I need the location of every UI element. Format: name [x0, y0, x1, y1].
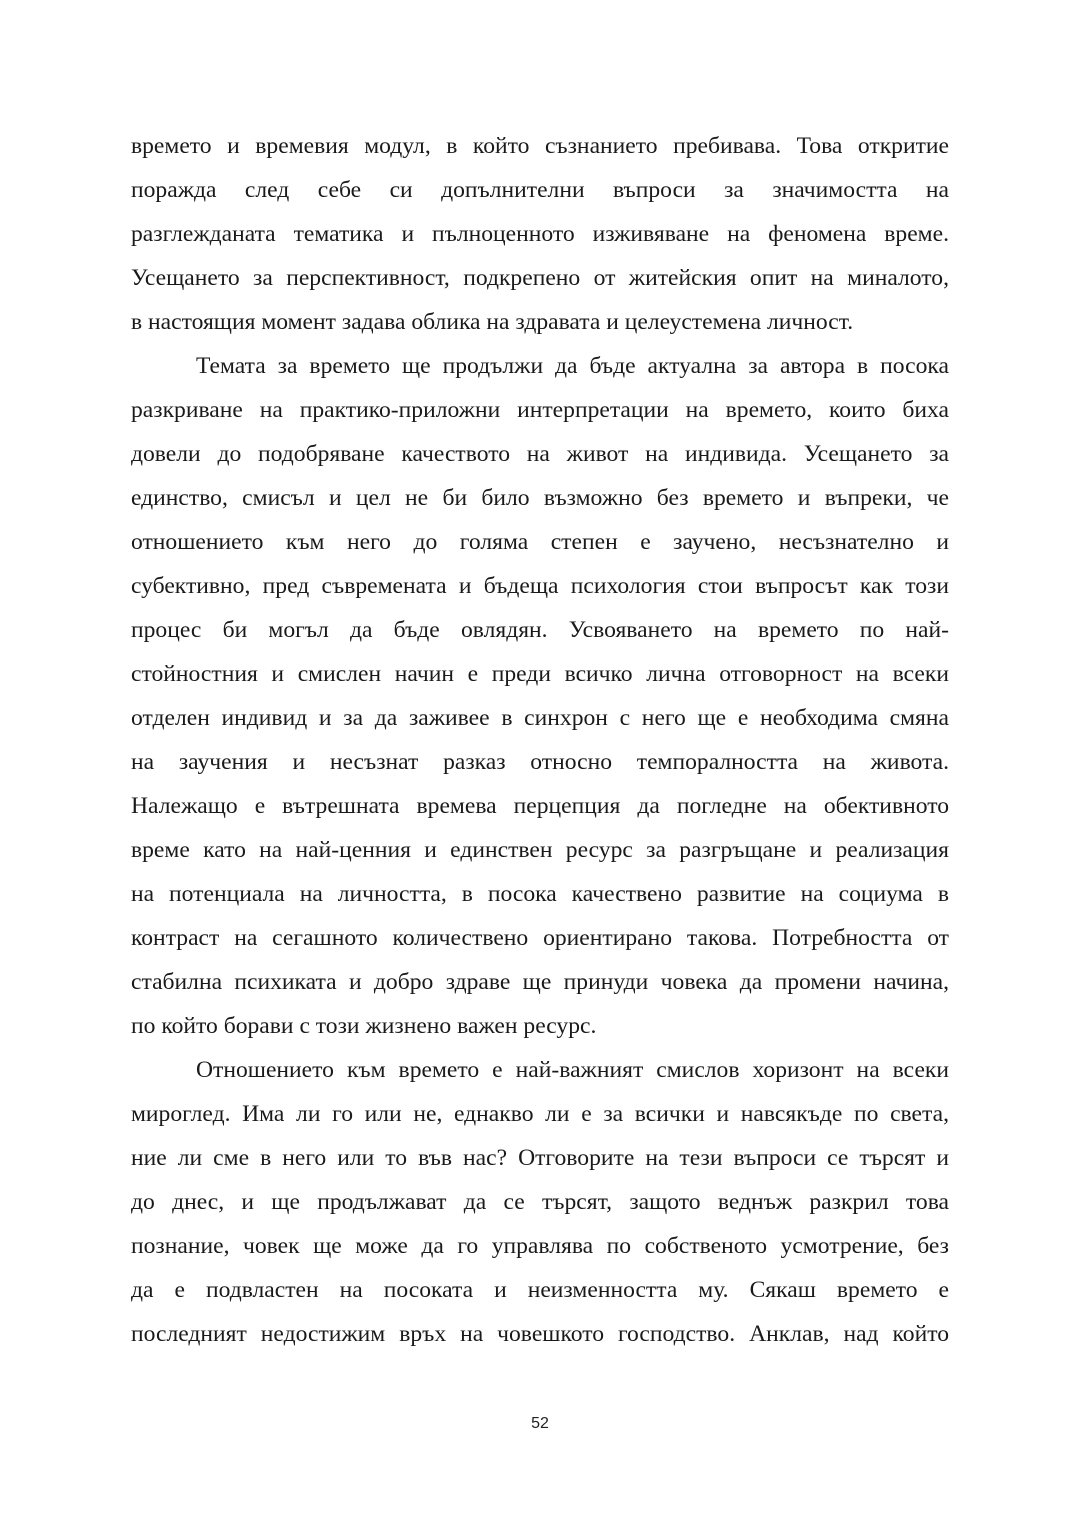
- text-line: довели до подобряване качеството на живот на индивида. Усещането за: [131, 441, 949, 467]
- text-line: Усещането за перспективност, подкрепено от житейския опит на миналото,: [131, 265, 949, 291]
- text-line: единство, смисъл и цел не би било възможно без времето и въпреки, че: [131, 485, 949, 511]
- text-line: отделен индивид и за да заживее в синхрон с него ще е необходима смяна: [131, 705, 949, 731]
- paragraph-first-line: Темата за времето ще продължи да бъде актуална за автора в посока: [196, 353, 949, 379]
- text-line: по който борави с този жизнено важен ресурс.: [131, 1013, 597, 1039]
- text-line: субективно, пред съвремената и бъдеща психология стои въпросът как този: [131, 573, 949, 599]
- text-line: мироглед. Има ли го или не, еднакво ли е за всички и навсякъде по света,: [131, 1101, 949, 1127]
- text-line: в настоящия момент задава облика на здравата и целеустемена личност.: [131, 309, 854, 335]
- text-line: на заучения и несъзнат разказ относно темпоралността на живота.: [131, 749, 949, 775]
- text-line: времето и времевия модул, в който съзнанието пребивава. Това откритие: [131, 133, 949, 159]
- text-line: контраст на сегашното количествено ориентирано такова. Потребността от: [131, 925, 949, 951]
- text-line: последният недостижим връх на човешкото господство. Анклав, над който: [131, 1321, 949, 1347]
- text-line: стойностния и смислен начин е преди всичко лична отговорност на всеки: [131, 661, 949, 687]
- body-text: [131, 124, 949, 1356]
- text-line: да е подвластен на посоката и неизменността му. Сякаш времето е: [131, 1277, 949, 1303]
- text-line: поражда след себе си допълнителни въпроси за значимостта на: [131, 177, 949, 203]
- text-line: отношението към него до голяма степен е заучено, несъзнателно и: [131, 529, 949, 555]
- text-line: Належащо е вътрешната времева перцепция да погледне на обективното: [131, 793, 949, 819]
- text-line: разглежданата тематика и пълноценното изживяване на феномена време.: [131, 221, 949, 247]
- text-line: ние ли сме в него или то във нас? Отговорите на тези въпроси се търсят и: [131, 1145, 949, 1171]
- text-line: разкриване на практико-приложни интерпретации на времето, които биха: [131, 397, 949, 423]
- page-number: 52: [531, 1415, 549, 1432]
- text-line: на потенциала на личността, в посока качествено развитие на социума в: [131, 881, 949, 907]
- text-line: до днес, и ще продължават да се търсят, защото веднъж разкрил това: [131, 1189, 949, 1215]
- text-line: процес би могъл да бъде овлядян. Усвояването на времето по най-: [131, 617, 949, 643]
- text-line: време като на най-ценния и единствен ресурс за разгръщане и реализация: [131, 837, 949, 863]
- text-line: познание, човек ще може да го управлява по собственото усмотрение, без: [131, 1233, 949, 1259]
- paragraph-first-line: Отношението към времето е най-важният смислов хоризонт на всеки: [196, 1057, 949, 1083]
- text-line: стабилна психиката и добро здраве ще принуди човека да промени начина,: [131, 969, 949, 995]
